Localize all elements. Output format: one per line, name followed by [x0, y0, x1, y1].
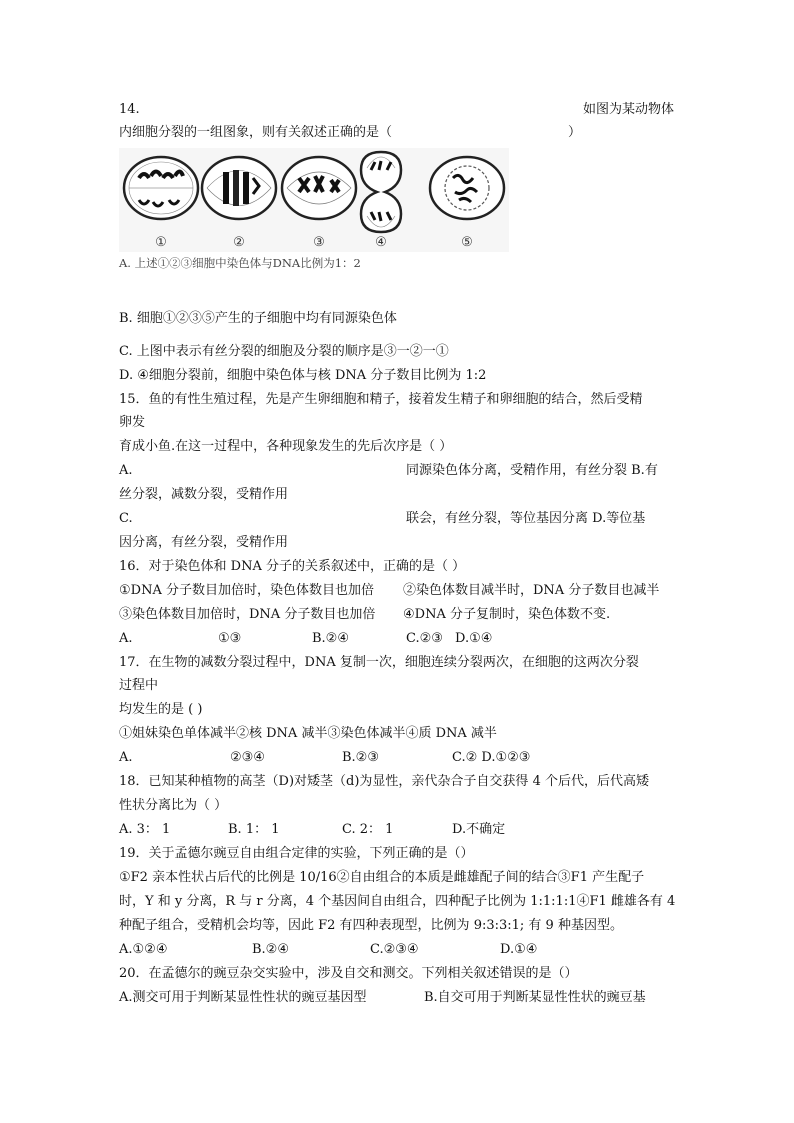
q18-option-a: A. 3： 1	[119, 822, 171, 837]
cell-3-diagram	[282, 157, 356, 219]
q14-option-a: A. 上述①②③细胞中染色体与DNA比例为1：2	[119, 256, 361, 270]
q14-stem-paren: ）	[568, 125, 582, 140]
cell-division-figure	[119, 148, 509, 252]
q16-option-d: D.①④	[455, 631, 493, 646]
q16-stem: 16．对于染色体和 DNA 分子的关系叙述中，正确的是（ ）	[119, 559, 466, 574]
q16-option-b: B.②④	[312, 631, 349, 646]
q18-option-d: D.不确定	[452, 822, 506, 837]
q16-option-c: C.②③	[406, 631, 443, 646]
q16-option-a-label: A.	[119, 631, 133, 646]
q17-stem-line1: 17．在生物的减数分裂过程中，DNA 复制一次，细胞连续分裂两次，在细胞的这两次分裂	[119, 655, 639, 670]
q14-option-d: D. ④细胞分裂前，细胞中染色体与核 DNA 分子数目比例为 1:2	[119, 368, 487, 383]
q16-option-a: ①③	[218, 631, 242, 646]
q19-option-c: C.②③④	[370, 942, 419, 957]
cell-1-diagram	[124, 157, 198, 219]
q15-option-c-cont: 因分离，有丝分裂，受精作用	[119, 535, 289, 550]
q16-statement-4: ④DNA 分子复制时，染色体数不变.	[403, 607, 611, 622]
cell-label-3: ③	[313, 235, 325, 250]
q17-statements: ①姐妹染色单体减半②核 DNA 减半③染色体减半④质 DNA 减半	[119, 726, 497, 741]
q19-statements-line2: 时，Y 和 y 分离，R 与 r 分离，4 个基因间自由组合，四种配子比例为 1:1:1:1④F1 雌雄各有 4	[119, 894, 676, 909]
q15-option-c-label: C.	[119, 511, 133, 526]
q18-stem-line2: 性状分离比为（ ）	[119, 798, 228, 813]
q19-statements-line3: 种配子组合，受精机会均等，因此 F2 有四种表现型，比例为 9:3:3:1; 有 9 种基因型。	[119, 918, 623, 933]
cell-label-1: ①	[155, 235, 167, 250]
q15-option-a: 同源染色体分离，受精作用，有丝分裂 B.有	[406, 463, 658, 478]
cell-5-diagram	[430, 157, 504, 219]
q17-option-c-d: C.② D.①②③	[452, 750, 531, 765]
q20-option-a: A.测交可用于判断某显性性状的豌豆基因型	[119, 990, 367, 1005]
q20-option-b: B.自交可用于判断某显性性状的豌豆基	[424, 990, 646, 1005]
q16-statement-3: ③染色体数目加倍时，DNA 分子数目也加倍	[119, 607, 376, 622]
cell-label-4: ④	[375, 235, 387, 250]
q15-option-a-label: A.	[119, 463, 133, 478]
q19-statements-line1: ①F2 亲本性状占后代的比例是 10/16②自由组合的本质是雌雄配子间的结合③F1 产生配子	[119, 870, 645, 885]
cell-label-2: ②	[233, 235, 245, 250]
q18-option-b: B. 1： 1	[228, 822, 280, 837]
q20-stem: 20．在孟德尔的豌豆杂交实验中，涉及自交和测交。下列相关叙述错误的是（）	[119, 966, 578, 981]
q19-option-b: B.②④	[252, 942, 289, 957]
q15-option-a-cont: 丝分裂，减数分裂，受精作用	[119, 487, 289, 502]
q19-option-a: A.①②④	[119, 942, 168, 957]
q17-option-a: ②③④	[230, 750, 265, 765]
q19-option-d: D.①④	[500, 942, 538, 957]
cell-label-5: ⑤	[461, 235, 473, 250]
q15-stem-line3: 育成小鱼.在这一过程中，各种现象发生的先后次序是（ ）	[119, 439, 453, 454]
q16-statement-1: ①DNA 分子数目加倍时，染色体数目也加倍	[119, 583, 374, 598]
q17-option-b: B.②③	[342, 750, 379, 765]
q14-option-b: B. 细胞①②③⑤产生的子细胞中均有同源染色体	[119, 311, 397, 326]
q18-option-c: C. 2： 1	[342, 822, 394, 837]
q19-stem: 19．关于孟德尔豌豆自由组合定律的实验，下列正确的是（）	[119, 846, 474, 861]
q15-stem-line1: 15．鱼的有性生殖过程，先是产生卵细胞和精子，接着发生精子和卵细胞的结合，然后受精	[119, 392, 643, 407]
q17-option-a-label: A.	[119, 750, 133, 765]
q17-stem-line2: 过程中	[119, 678, 159, 693]
q15-option-c: 联会，有丝分裂，等位基因分离 D.等位基	[406, 511, 646, 526]
q18-stem-line1: 18．已知某种植物的高茎（D)对矮茎（d)为显性，亲代杂合子自交获得 4 个后代，后代高矮	[119, 774, 649, 789]
q16-statement-2: ②染色体数目减半时，DNA 分子数目也减半	[403, 583, 660, 598]
q14-stem-right: 如图为某动物体	[582, 102, 674, 117]
q14-number: 14.	[119, 102, 140, 117]
cell-2-diagram	[202, 157, 276, 219]
q14-stem: 内细胞分裂的一组图象，则有关叙述正确的是（	[119, 125, 393, 140]
q14-option-c: C. 上图中表示有丝分裂的细胞及分裂的顺序是③一②一①	[119, 344, 449, 359]
q17-stem-line3: 均发生的是 ( )	[119, 702, 203, 717]
q15-stem-line2: 卵发	[119, 415, 146, 430]
